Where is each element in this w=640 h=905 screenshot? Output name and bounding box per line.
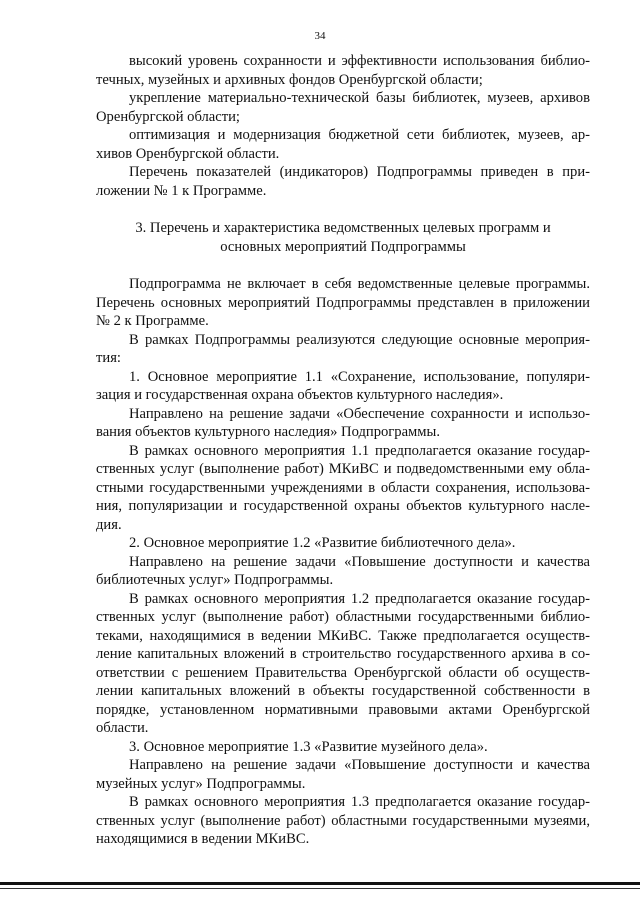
paragraph-line: В рамках Подпрограммы реализуются следующие основные мероприя-: [129, 331, 590, 348]
paragraph: [96, 756, 590, 793]
paragraph: [96, 163, 590, 200]
paragraph-line: ственных услуг (выполнение работ) МКиВС и подведомственными ему обла-: [96, 461, 590, 477]
paragraph-line: ление капитальных вложений в строительство государственного архива в со-: [96, 646, 590, 662]
paragraph: [96, 793, 590, 849]
paragraph-line: зация и государственная охрана объектов культурного наследия».: [96, 387, 504, 403]
paragraph-line: Перечень основных мероприятий Подпрограммы представлен в приложении: [96, 294, 590, 311]
paragraph-line: укрепление материально-технической базы библиотек, музеев, архивов: [129, 90, 590, 106]
paragraph-line: 3. Основное мероприятие 1.3 «Развитие музейного дела».: [129, 738, 488, 755]
paragraph: [96, 738, 590, 757]
paragraph-line: течных, музейных и архивных фондов Оренбургской области;: [96, 71, 483, 88]
paragraph-line: В рамках основного мероприятия 1.2 предполагается оказание государ-: [129, 590, 590, 607]
paragraph-line: № 2 к Программе.: [96, 313, 209, 329]
paragraph: [96, 553, 590, 590]
paragraph: [96, 275, 590, 331]
paragraph: [96, 368, 590, 405]
paragraph-line: библиотечных услуг» Подпрограммы.: [96, 572, 334, 588]
paragraph-line: Направлено на решение задачи «Повышение доступности и качества: [129, 757, 590, 773]
paragraph-line: лении капитальных вложений в объекты государственной собственности в: [96, 683, 590, 699]
paragraph-line: области.: [96, 720, 149, 736]
paragraph: [96, 405, 590, 442]
paragraph-line: ственных услуг (выполнение работ) областными государственными библио-: [96, 609, 590, 625]
paragraph-line: хивов Оренбургской области.: [96, 145, 280, 162]
paragraph: [96, 534, 590, 553]
page-number: 34: [314, 30, 326, 42]
paragraph-line: ответствии с решением Правительства Оренбургской области об осуществ-: [96, 664, 590, 681]
paragraph-line: оптимизация и модернизация бюджетной сети библиотек, музеев, ар-: [129, 127, 590, 143]
document-body: [96, 52, 590, 849]
paragraph: [96, 52, 590, 89]
bottom-section: [96, 275, 590, 849]
paragraph-line: теками, находящимися в ведении МКиВС. Также предполагается осуществ-: [96, 627, 590, 644]
paragraph-line: ственных услуг (выполнение работ) областными государственными музеями,: [96, 812, 590, 829]
section-heading: [96, 219, 590, 256]
paragraph-line: Оренбургской области;: [96, 108, 240, 125]
top-section: [96, 52, 590, 200]
paragraph-line: тия:: [96, 350, 121, 366]
paragraph: [96, 331, 590, 368]
bottom-border-line-thin: [0, 888, 640, 889]
paragraph-line: стными государственными учреждениями в области сохранения, использова-: [96, 479, 590, 496]
paragraph-line: 2. Основное мероприятие 1.2 «Развитие библиотечного дела».: [129, 535, 516, 551]
paragraph-line: вания объектов культурного наследия» Подпрограммы.: [96, 424, 440, 440]
bottom-border-line: [0, 882, 640, 885]
paragraph-line: В рамках основного мероприятия 1.1 предполагается оказание государ-: [129, 442, 590, 459]
paragraph: [96, 442, 590, 535]
paragraph-line: 1. Основное мероприятие 1.1 «Сохранение, использование, популяри-: [129, 368, 590, 385]
paragraph-line: музейных услуг» Подпрограммы.: [96, 775, 306, 792]
paragraph-line: ложении № 1 к Программе.: [96, 182, 267, 199]
paragraph-line: Подпрограмма не включает в себя ведомственные целевые программы.: [129, 276, 590, 292]
paragraph: [96, 590, 590, 738]
paragraph-line: порядке, установленном нормативными правовыми актами Оренбургской: [96, 701, 590, 718]
paragraph-line: находящимися в ведении МКиВС.: [96, 831, 310, 847]
paragraph: [96, 89, 590, 126]
section-heading-line-1: 3. Перечень и характеристика ведомственных целевых программ и: [135, 220, 551, 236]
paragraph-line: дия.: [96, 516, 122, 533]
paragraph-line: Направлено на решение задачи «Повышение доступности и качества: [129, 553, 590, 570]
section-heading-line-2: основных мероприятий Подпрограммы: [220, 238, 466, 255]
paragraph-line: В рамках основного мероприятия 1.3 предполагается оказание государ-: [129, 794, 590, 810]
paragraph-line: высокий уровень сохранности и эффективности использования библио-: [129, 53, 590, 69]
paragraph: [96, 126, 590, 163]
paragraph-line: Перечень показателей (индикаторов) Подпрограммы приведен в при-: [129, 164, 590, 180]
paragraph-line: Направлено на решение задачи «Обеспечение сохранности и использо-: [129, 405, 590, 422]
paragraph-line: ния, популяризации и государственной охраны объектов культурного насле-: [96, 498, 590, 514]
